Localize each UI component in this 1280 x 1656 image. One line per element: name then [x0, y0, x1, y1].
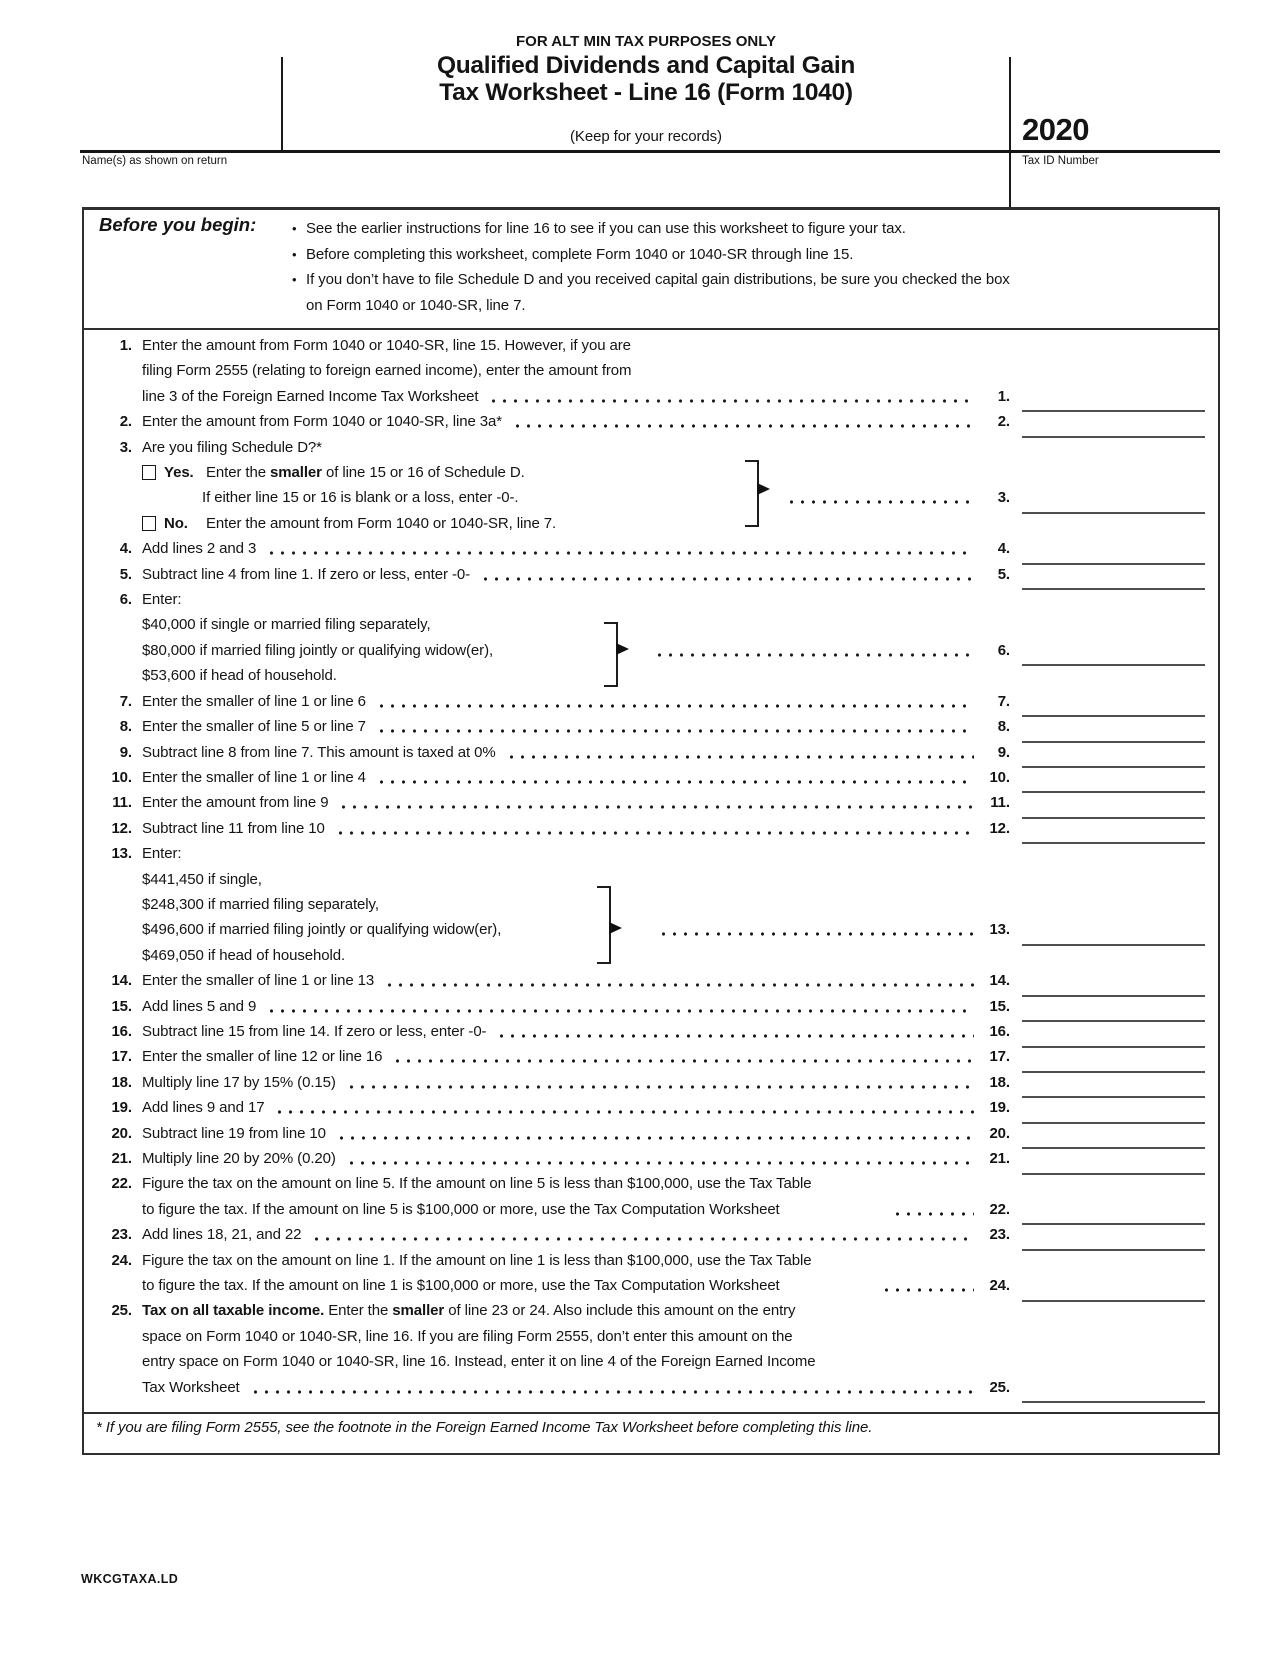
- line-number: 8.: [119, 718, 132, 736]
- worksheet-row: [86, 867, 1205, 892]
- worksheet-row: [86, 892, 1205, 917]
- line-number: 9.: [119, 743, 132, 761]
- right-line-number: 9.: [997, 743, 1010, 761]
- dots-leader: [336, 790, 974, 815]
- right-line-number: 11.: [990, 794, 1010, 812]
- dots-leader: [374, 714, 974, 739]
- row-text: $80,000 if married filing jointly or qualifying widow(er),: [142, 641, 494, 659]
- worksheet-row: [86, 1121, 1205, 1146]
- amount-field-3[interactable]: [1022, 487, 1205, 514]
- dots-leader: [248, 1375, 974, 1400]
- line-number: [86, 1349, 142, 1374]
- right-line-number: 19.: [989, 1099, 1010, 1117]
- row-text: Tax Worksheet: [142, 1378, 240, 1396]
- dots-leader: [333, 816, 974, 841]
- tax-id-label: Tax ID Number: [1022, 155, 1099, 167]
- line-number: 18.: [111, 1073, 132, 1091]
- line-number: 10.: [111, 768, 132, 786]
- dots-leader: [382, 968, 974, 993]
- row-text: Enter the amount from Form 1040 or 1040-SR, line 3a*: [142, 413, 502, 431]
- worksheet-row: [86, 943, 1205, 968]
- row-text: Tax on all taxable income. Enter the smaller of line 23 or 24. Also include this amount on the entry: [142, 1302, 796, 1320]
- amount-field-11[interactable]: [1022, 792, 1205, 819]
- worksheet-row: [86, 333, 1205, 358]
- right-line-number: 4.: [997, 540, 1010, 558]
- footer-form-code: WKCGTAXA.LD: [81, 1572, 179, 1586]
- dots-leader: [652, 638, 974, 663]
- worksheet-row: [86, 1095, 1205, 1120]
- amount-field-2[interactable]: [1022, 410, 1205, 437]
- worksheet-row: [86, 536, 1205, 561]
- amount-field-19[interactable]: [1022, 1096, 1205, 1123]
- worksheet-row: [86, 663, 1205, 688]
- worksheet-row: [86, 485, 1205, 510]
- row-text: $53,600 if head of household.: [142, 667, 337, 685]
- dots-leader: [334, 1121, 974, 1146]
- worksheet-row: [86, 841, 1205, 866]
- line-number: 4.: [119, 540, 132, 558]
- worksheet-row: [86, 612, 1205, 637]
- worksheet-row: [86, 460, 1205, 485]
- row-text: space on Form 1040 or 1040-SR, line 16. If you are filing Form 2555, don’t enter this amount on the: [142, 1327, 793, 1345]
- before-you-begin-line: [292, 216, 1010, 242]
- dots-leader: [390, 1044, 974, 1069]
- line-number: 15.: [111, 997, 132, 1015]
- row-text: Add lines 2 and 3: [142, 540, 257, 558]
- right-line-number: 10.: [989, 768, 1010, 786]
- worksheet-row: [86, 1197, 1205, 1222]
- amount-field-15[interactable]: [1022, 995, 1205, 1022]
- row-text: Enter the smaller of line 15 or 16 of Schedule D.: [206, 464, 525, 482]
- dots-leader: [784, 485, 974, 510]
- line-number: 17.: [111, 1048, 132, 1066]
- row-text: Multiply line 17 by 15% (0.15): [142, 1073, 336, 1091]
- before-you-begin-line: [292, 242, 1010, 268]
- line-number: [86, 485, 142, 510]
- worksheet-box: [82, 207, 1220, 1455]
- dots-leader: [890, 1197, 974, 1222]
- worksheet-row: [86, 1298, 1205, 1323]
- line-number: [86, 638, 142, 663]
- line-number: [86, 1375, 142, 1400]
- checkbox-label: Yes.: [164, 464, 194, 482]
- worksheet-row: [86, 1222, 1205, 1247]
- row-text: filing Form 2555 (relating to foreign earned income), enter the amount from: [142, 362, 632, 380]
- before-you-begin-line: [292, 267, 1010, 293]
- row-text: Figure the tax on the amount on line 5. If the amount on line 5 is less than $100,000, use the Tax Table: [142, 1175, 812, 1193]
- line-number: [86, 1324, 142, 1349]
- dots-leader: [374, 765, 974, 790]
- row-text: Enter the smaller of line 1 or line 13: [142, 972, 375, 990]
- row-text: If either line 15 or 16 is blank or a loss, enter -0-.: [202, 489, 519, 507]
- amount-field-8[interactable]: [1022, 715, 1205, 742]
- right-line-number: 14.: [989, 972, 1010, 990]
- amount-field-14[interactable]: [1022, 969, 1205, 996]
- line-number: [86, 384, 142, 409]
- no-checkbox[interactable]: [142, 516, 156, 531]
- alt-min-title: FOR ALT MIN TAX PURPOSES ONLY: [515, 33, 777, 50]
- amount-field-6[interactable]: [1022, 639, 1205, 666]
- row-text: Enter the smaller of line 1 or line 4: [142, 768, 366, 786]
- amount-field-7[interactable]: [1022, 690, 1205, 717]
- line-number: 1.: [119, 337, 132, 354]
- name-label: Name(s) as shown on return: [82, 155, 228, 167]
- bullet-text: See the earlier instructions for line 16 to see if you can use this worksheet to figure your tax.: [306, 220, 906, 237]
- worksheet-row: [86, 1070, 1205, 1095]
- row-text: Figure the tax on the amount on line 1. If the amount on line 1 is less than $100,000, use the Tax Table: [142, 1251, 812, 1269]
- worksheet-row: [86, 1019, 1205, 1044]
- dots-leader: [510, 409, 974, 434]
- line-number: [86, 917, 142, 942]
- row-text: to figure the tax. If the amount on line 1 is $100,000 or more, use the Tax Computation Worksheet: [142, 1277, 780, 1295]
- form-title-line1: Qualified Dividends and Capital Gain: [436, 52, 856, 79]
- dots-leader: [264, 536, 974, 561]
- worksheet-row: [86, 968, 1205, 993]
- right-line-number: 7.: [997, 692, 1010, 710]
- title-left-divider: [281, 57, 283, 150]
- amount-field-4[interactable]: [1022, 537, 1205, 564]
- dots-leader: [344, 1146, 974, 1171]
- worksheet-row: [86, 1248, 1205, 1273]
- worksheet-row: [86, 1349, 1205, 1374]
- dots-leader: [656, 917, 974, 942]
- worksheet-row: [86, 384, 1205, 409]
- line-number: [86, 460, 142, 485]
- worksheet-row: [86, 1146, 1205, 1171]
- arrow-right-line3-icon: [757, 483, 770, 495]
- line-number: 2.: [119, 413, 132, 431]
- dots-leader: [478, 562, 974, 587]
- amount-field-24[interactable]: [1022, 1274, 1205, 1301]
- row-text: Subtract line 19 from line 10: [142, 1124, 326, 1142]
- right-line-number: 8.: [997, 718, 1010, 736]
- bullet-icon: •: [292, 246, 297, 262]
- worksheet-row: [86, 1171, 1205, 1196]
- worksheet-row: [86, 435, 1205, 460]
- line-number: 3.: [119, 438, 132, 456]
- row-text: Enter the amount from Form 1040 or 1040-SR, line 15. However, if you are: [142, 337, 631, 354]
- tax-id-input-area[interactable]: [1014, 170, 1210, 200]
- right-line-number: 25.: [989, 1378, 1010, 1396]
- worksheet-row: [86, 358, 1205, 383]
- amount-field-13[interactable]: [1022, 919, 1205, 946]
- line-number: [86, 943, 142, 968]
- right-line-number: 2.: [997, 413, 1010, 431]
- dots-leader: [309, 1222, 974, 1247]
- row-text: Add lines 9 and 17: [142, 1099, 265, 1117]
- row-text: Enter the amount from Form 1040 or 1040-SR, line 7.: [206, 514, 557, 532]
- worksheet-row: [86, 917, 1205, 942]
- row-text: Subtract line 15 from line 14. If zero or less, enter -0-: [142, 1022, 487, 1040]
- worksheet-row: [86, 765, 1205, 790]
- right-line-number: 1.: [997, 387, 1010, 405]
- right-line-number: 12.: [989, 819, 1010, 837]
- line-number: 11.: [112, 794, 132, 812]
- dots-leader: [374, 689, 974, 714]
- line-number: [86, 892, 142, 917]
- arrow-right-line6-icon: [616, 643, 629, 655]
- worksheet-row: [86, 511, 1205, 536]
- row-text: Enter:: [142, 845, 182, 863]
- worksheet-row: [86, 1375, 1205, 1400]
- worksheet-row: [86, 740, 1205, 765]
- checkbox-label: No.: [164, 514, 188, 532]
- line-number: 6.: [119, 591, 132, 609]
- worksheet-row: [86, 638, 1205, 663]
- line-number: [86, 867, 142, 892]
- worksheet-row: [86, 714, 1205, 739]
- bullet-text: If you don’t have to file Schedule D and you received capital gain distributions, be sure you checked the box: [306, 271, 1010, 288]
- row-text: Enter the amount from line 9: [142, 794, 329, 812]
- bullet-icon: •: [292, 221, 297, 236]
- line-number: 13.: [111, 845, 132, 863]
- line-number: [86, 1197, 142, 1222]
- worksheet-row: [86, 790, 1205, 815]
- before-you-begin-lines: [292, 216, 1010, 318]
- amount-field-12[interactable]: [1022, 817, 1205, 844]
- line-number: 20.: [111, 1124, 132, 1142]
- line-number: [86, 663, 142, 688]
- line-number: 22.: [111, 1175, 132, 1193]
- amount-field-17[interactable]: [1022, 1046, 1205, 1073]
- line-number: [86, 612, 142, 637]
- line-number: 19.: [111, 1099, 132, 1117]
- line-number: 12.: [111, 819, 132, 837]
- right-line-number: 17.: [989, 1048, 1010, 1066]
- amount-field-10[interactable]: [1022, 766, 1205, 793]
- row-text: Are you filing Schedule D?*: [142, 438, 322, 456]
- before-you-begin-section: [84, 210, 1218, 330]
- line-number: 5.: [119, 565, 132, 583]
- right-line-number: 15.: [989, 997, 1010, 1015]
- indent-spacer: [142, 485, 202, 510]
- amount-field-21[interactable]: [1022, 1147, 1205, 1174]
- row-text: entry space on Form 1040 or 1040-SR, line 16. Instead, enter it on line 4 of the Foreign Earned Income: [142, 1353, 816, 1371]
- amount-field-23[interactable]: [1022, 1223, 1205, 1250]
- row-text: Add lines 5 and 9: [142, 997, 257, 1015]
- right-line-number: 3.: [997, 489, 1010, 507]
- row-text: Subtract line 4 from line 1. If zero or less, enter -0-: [142, 565, 470, 583]
- bullet-icon: •: [292, 272, 297, 287]
- row-text: $469,050 if head of household.: [142, 946, 346, 964]
- row-text: $40,000 if single or married filing separately,: [142, 616, 431, 634]
- right-line-number: 21.: [989, 1150, 1010, 1167]
- dots-leader: [272, 1095, 974, 1120]
- dots-leader: [264, 994, 974, 1019]
- form-title-line2: Tax Worksheet - Line 16 (Form 1040): [439, 79, 853, 106]
- amount-field-5[interactable]: [1022, 563, 1205, 590]
- right-line-number: 18.: [989, 1073, 1010, 1091]
- row-text: Subtract line 8 from line 7. This amount is taxed at 0%: [142, 743, 496, 761]
- dots-leader: [879, 1273, 974, 1298]
- right-line-number: 22.: [989, 1200, 1010, 1218]
- row-text: Add lines 18, 21, and 22: [142, 1226, 302, 1244]
- worksheet-row: [86, 1273, 1205, 1298]
- row-text: $441,450 if single,: [142, 870, 262, 888]
- line-number: [86, 511, 142, 536]
- dots-leader: [504, 740, 974, 765]
- worksheet-row: [86, 1044, 1205, 1069]
- row-text: Enter the smaller of line 12 or line 16: [142, 1048, 383, 1066]
- line-number: 24.: [111, 1251, 132, 1269]
- header-rule: [80, 150, 1220, 153]
- keep-for-records-note: (Keep for your records): [570, 128, 722, 145]
- right-line-number: 6.: [997, 641, 1010, 659]
- dots-leader: [486, 384, 974, 409]
- dots-leader: [344, 1070, 974, 1095]
- before-you-begin-line: [292, 293, 1010, 319]
- row-text: $248,300 if married filing separately,: [142, 895, 379, 913]
- worksheet-row: [86, 816, 1205, 841]
- row-text: line 3 of the Foreign Earned Income Tax Worksheet: [142, 387, 479, 405]
- row-text: Enter the smaller of line 1 or line 6: [142, 692, 366, 710]
- row-text: $496,600 if married filing jointly or qualifying widow(er),: [142, 921, 502, 939]
- worksheet-row: [86, 562, 1205, 587]
- dots-leader: [494, 1019, 974, 1044]
- row-text: to figure the tax. If the amount on line 5 is $100,000 or more, use the Tax Computation Worksheet: [142, 1200, 780, 1218]
- amount-field-22[interactable]: [1022, 1198, 1205, 1225]
- line-number: [86, 1273, 142, 1298]
- name-input-area[interactable]: [84, 170, 964, 200]
- bullet-text: Before completing this worksheet, complete Form 1040 or 1040-SR through line 15.: [306, 245, 854, 263]
- worksheet-row: [86, 689, 1205, 714]
- yes-checkbox[interactable]: [142, 465, 156, 480]
- amount-field-16[interactable]: [1022, 1020, 1205, 1047]
- line-number: 23.: [111, 1226, 132, 1244]
- line-number: [86, 358, 142, 383]
- right-line-number: 13.: [989, 921, 1010, 939]
- bullet-text: on Form 1040 or 1040-SR, line 7.: [306, 296, 526, 314]
- line-number: 14.: [111, 972, 132, 990]
- worksheet-row: [86, 409, 1205, 434]
- worksheet-row: [86, 994, 1205, 1019]
- right-line-number: 24.: [989, 1277, 1010, 1295]
- amount-field-18[interactable]: [1022, 1071, 1205, 1098]
- amount-field-25[interactable]: [1022, 1376, 1205, 1403]
- amount-field-20[interactable]: [1022, 1122, 1205, 1149]
- row-text: Enter:: [142, 591, 182, 609]
- line-number: 7.: [119, 692, 132, 710]
- right-line-number: 16.: [989, 1022, 1010, 1040]
- before-you-begin-label: Before you begin:: [99, 214, 257, 235]
- arrow-right-line13-icon: [609, 922, 622, 934]
- right-line-number: 23.: [989, 1226, 1010, 1244]
- row-text: Subtract line 11 from line 10: [142, 819, 325, 837]
- right-line-number: 5.: [997, 565, 1010, 583]
- worksheet-row: [86, 1324, 1205, 1349]
- footnote: * If you are filing Form 2555, see the footnote in the Foreign Earned Income Tax Worksheet before completing this line.: [84, 1412, 1218, 1436]
- line-number: 25.: [111, 1302, 132, 1320]
- row-text: Enter the smaller of line 5 or line 7: [142, 718, 366, 736]
- amount-field-9[interactable]: [1022, 741, 1205, 768]
- tax-year: 2020: [1022, 112, 1089, 147]
- taxid-divider: [1009, 57, 1011, 207]
- amount-field-1[interactable]: [1022, 385, 1205, 412]
- line-number: 21.: [111, 1150, 132, 1167]
- worksheet-rows: [84, 330, 1218, 1400]
- row-text: Multiply line 20 by 20% (0.20): [142, 1150, 336, 1167]
- right-line-number: 20.: [989, 1124, 1010, 1142]
- line-number: 16.: [111, 1022, 132, 1040]
- worksheet-row: [86, 587, 1205, 612]
